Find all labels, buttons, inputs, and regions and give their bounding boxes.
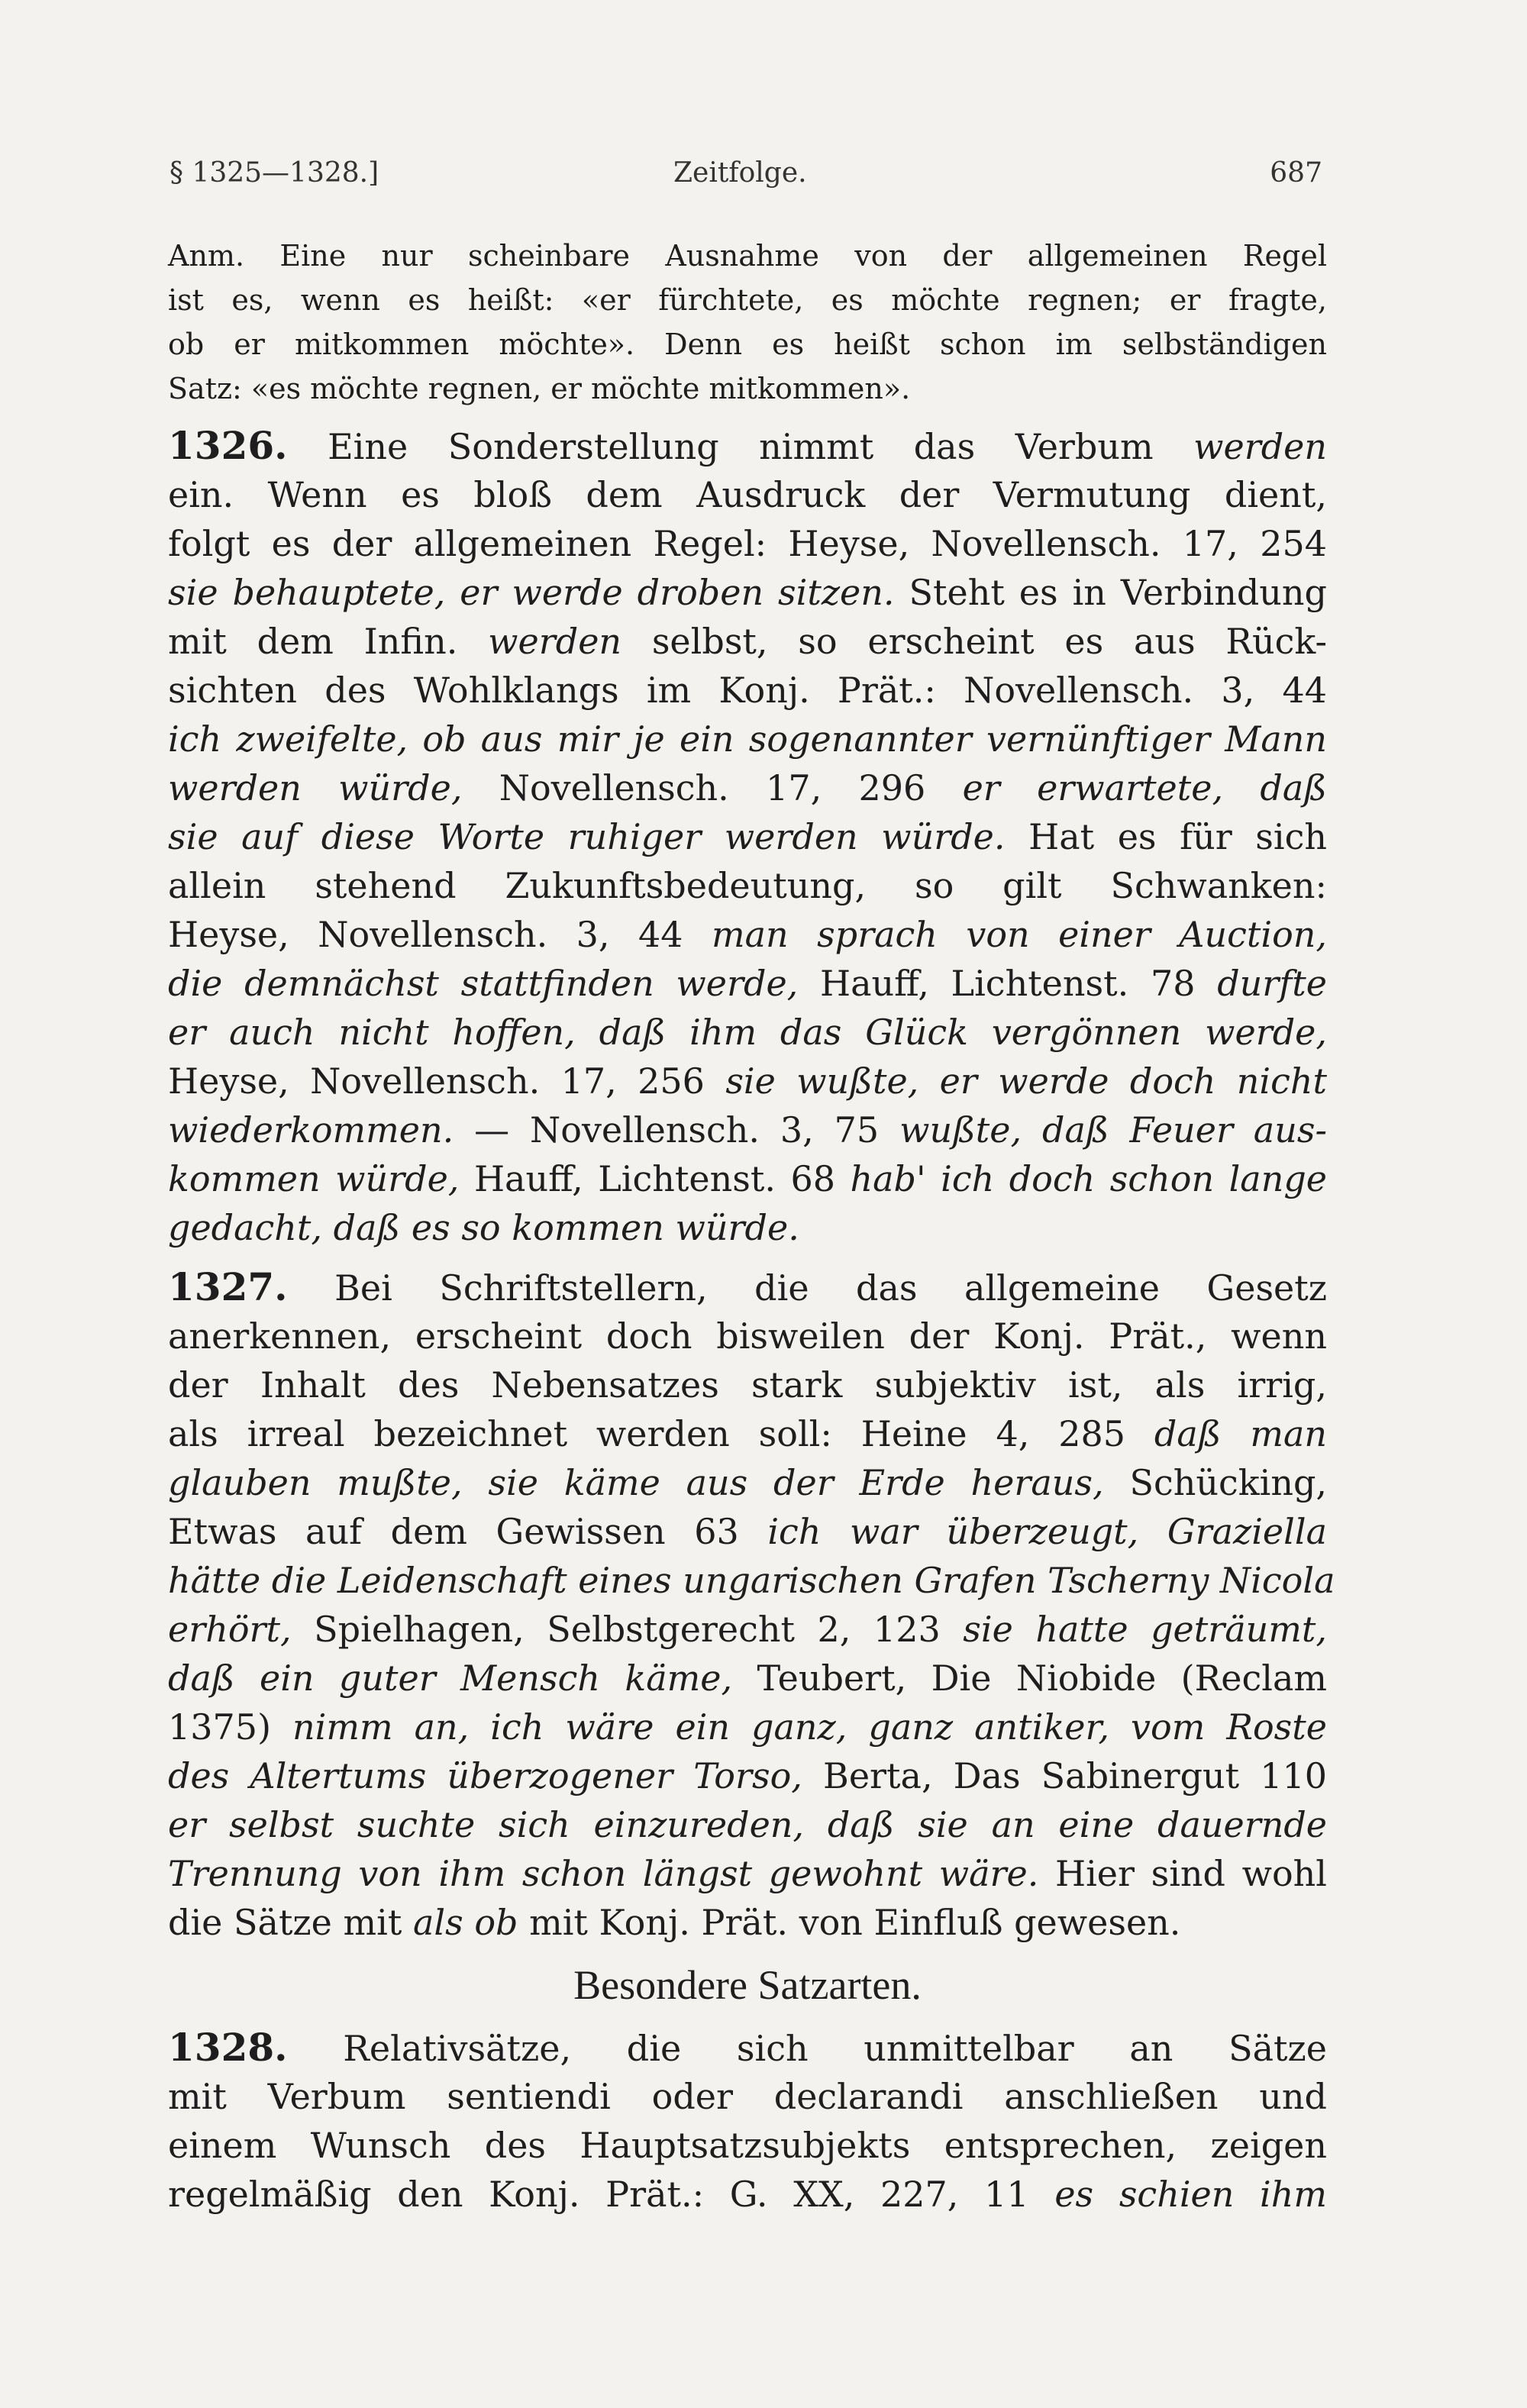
text-line: er auch nicht hoffen, daß ihm das Glück vergönnen werde, — [168, 1012, 1327, 1053]
text-line: sie auf diese Worte ruhiger werden würde. Hat es für sich — [168, 816, 1327, 857]
running-header — [169, 157, 1322, 203]
page-body — [168, 234, 1335, 2219]
text-line: Etwas auf dem Gewissen 63 ich war überzeugt, Graziella — [168, 1511, 1328, 1552]
text-line: werden würde, Novellensch. 17, 296 er erwartete, daß — [168, 767, 1327, 809]
text-line: mit dem Infin. werden selbst, so erscheint es aus Rück- — [168, 621, 1328, 662]
text-line: 1375) nimm an, ich wäre ein ganz, ganz antiker, vom Roste — [168, 1706, 1327, 1748]
text-line: einem Wunsch des Hauptsatzsubjekts entsprechen, zeigen — [168, 2125, 1327, 2166]
text-line: 1327. Bei Schriftstellern, die das allgemeine Gesetz — [168, 1264, 1327, 1309]
text-line: 1328. Relativsätze, die sich unmittelbar an Sätze — [168, 2025, 1327, 2070]
text-line: wiederkommen. — Novellensch. 3, 75 wußte, daß Feuer aus- — [168, 1109, 1327, 1151]
text-line: anerkennen, erscheint doch bisweilen der Konj. Prät., wenn — [168, 1315, 1327, 1357]
text-line: ob er mitkommen möchte». Denn es heißt schon im selbständigen — [168, 328, 1327, 361]
text-line: die demnächst stattfinden werde, Hauff, Lichtenst. 78 durfte — [168, 963, 1328, 1004]
text-line: ist es, wenn es heißt: «er fürchtete, es möchte regnen; er fragte, — [168, 283, 1327, 317]
text-line: er selbst suchte sich einzureden, daß sie an eine dauernde — [168, 1804, 1327, 1845]
paragraph-1326 — [168, 421, 1327, 1252]
page-number: 687 — [1270, 157, 1322, 189]
text-line: Anm. Eine nur scheinbare Ausnahme von der allgemeinen Regel — [168, 239, 1327, 273]
section-number: 1326. — [168, 423, 288, 468]
section-heading: Besondere Satzarten. — [573, 1962, 922, 2008]
text-line: regelmäßig den Konj. Prät.: G. XX, 227, 11 es schien ihm — [168, 2174, 1328, 2215]
text-line: allein stehend Zukunftsbedeutung, so gilt Schwanken: — [168, 865, 1327, 906]
text-line: mit Verbum sentiendi oder declarandi anschließen und — [168, 2076, 1327, 2117]
text-line: Satz: «es möchte regnen, er möchte mitkommen». — [168, 372, 911, 405]
section-number: 1328. — [168, 2025, 288, 2070]
section-number: 1327. — [168, 1264, 288, 1309]
text-line: Heyse, Novellensch. 3, 44 man sprach von einer Auction, — [168, 914, 1328, 955]
text-line: Trennung von ihm schon längst gewohnt wäre. Hier sind wohl — [168, 1853, 1327, 1894]
paragraph-1328 — [168, 2023, 1327, 2219]
text-line: ein. Wenn es bloß dem Ausdruck der Vermutung dient, — [168, 474, 1327, 515]
text-line: des Altertums überzogener Torso, Berta, Das Sabinergut 110 — [168, 1755, 1328, 1796]
text-line: glauben mußte, sie käme aus der Erde heraus, Schücking, — [168, 1462, 1328, 1503]
header-title: Zeitfolge. — [673, 157, 807, 189]
text-line: Heyse, Novellensch. 17, 256 sie wußte, er werde doch nicht — [168, 1060, 1328, 1102]
text-line: gedacht, daß es so kommen würde. — [168, 1207, 799, 1248]
text-line: sie behauptete, er werde droben sitzen. Steht es in Verbindung — [168, 572, 1327, 613]
text-line: sichten des Wohlklangs im Konj. Prät.: Novellensch. 3, 44 — [168, 670, 1327, 711]
text-line: die Sätze mit als ob mit Konj. Prät. von Einfluß gewesen. — [168, 1902, 1181, 1943]
text-line: der Inhalt des Nebensatzes stark subjektiv ist, als irrig, — [168, 1364, 1327, 1406]
paragraph-1327 — [168, 1263, 1335, 1947]
text-line: erhört, Spielhagen, Selbstgerecht 2, 123 sie hatte geträumt, — [168, 1609, 1328, 1650]
header-section-range: § 1325—1328.] — [169, 157, 379, 189]
annotation-paragraph — [168, 234, 1327, 411]
text-line: als irreal bezeichnet werden soll: Heine 4, 285 daß man — [168, 1413, 1327, 1454]
text-line: ich zweifelte, ob aus mir je ein sogenannter vernünftiger Mann — [168, 718, 1327, 760]
text-line: daß ein guter Mensch käme, Teubert, Die Niobide (Reclam — [168, 1658, 1328, 1699]
text-line: hätte die Leidenschaft eines ungarischen Grafen Tscherny Nicola — [168, 1560, 1335, 1601]
text-line: 1326. Eine Sonderstellung nimmt das Verbum werden — [168, 423, 1328, 468]
text-line: kommen würde, Hauff, Lichtenst. 68 hab' ich doch schon lange — [168, 1158, 1328, 1199]
text-line: folgt es der allgemeinen Regel: Heyse, Novellensch. 17, 254 — [168, 523, 1327, 564]
